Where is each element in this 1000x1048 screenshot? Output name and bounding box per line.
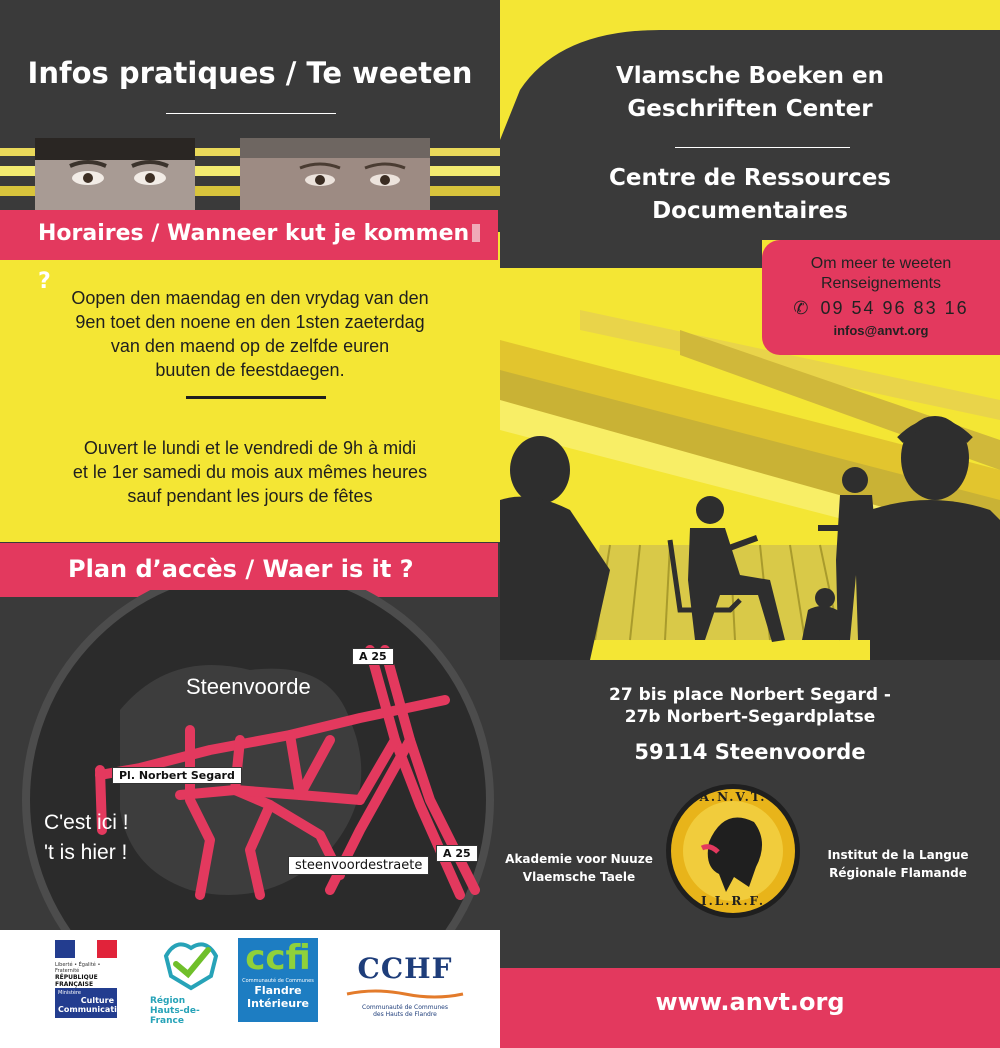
institut-label: Institut de la Langue Régionale Flamande — [827, 848, 969, 880]
website-link[interactable]: www.anvt.org — [655, 988, 845, 1016]
republique-francaise-logo: Liberté • Égalité • Fraternité RÉPUBLIQUE FRANÇAISE — [55, 940, 117, 980]
map-town-label: Steenvoorde — [186, 674, 311, 699]
hours-fr-line: Ouvert le lundi et le vendredi de 9h à midi — [83, 438, 417, 458]
address-line-fr: 27 bis place Norbert Segard - — [609, 685, 891, 705]
postcode-city: 59114 Steenvoorde — [634, 740, 866, 764]
partner-logos — [0, 930, 500, 1048]
center-title-divider — [675, 147, 850, 148]
phone-number[interactable]: 09 54 96 83 16 — [820, 298, 969, 318]
ministry-culture-logo: Ministère Culture Communication — [55, 988, 117, 1018]
phone-icon: ✆ — [793, 298, 811, 318]
hours-banner-question: ? — [38, 269, 51, 294]
here-fr: C'est ici ! — [44, 811, 129, 834]
map-banner: Plan d’accès / Waer is it ? — [0, 543, 498, 597]
practical-info-title: Infos pratiques / Te weeten — [27, 56, 473, 90]
place-label: Pl. Norbert Segard — [112, 767, 242, 784]
hours-fr-line: sauf pendant les jours de fêtes — [127, 486, 373, 506]
hours-french — [0, 436, 500, 508]
right-panel — [500, 0, 1000, 1048]
faces-photo — [0, 138, 500, 213]
region-hdf-logo: Région Hauts-de-France — [150, 936, 230, 1026]
road-a25-top: A 25 — [352, 648, 394, 665]
hours-vl-line: buuten de feestdaegen. — [155, 360, 345, 380]
access-map — [0, 590, 500, 930]
contact-box — [762, 240, 1000, 355]
address-line-vl: 27b Norbert-Segardplatse — [624, 707, 876, 727]
center-title-flemish — [500, 60, 1000, 126]
hours-flemish — [0, 286, 500, 382]
website-footer — [500, 968, 1000, 1048]
contact-heading-fr: Renseignements — [820, 275, 942, 292]
email-link[interactable]: infos@anvt.org — [833, 323, 929, 338]
akademie-label: Akademie voor Nuuze Vlaemsche Taele — [505, 852, 653, 884]
street-label: steenvoordestraete — [288, 856, 429, 875]
seal-bottom-text: I.L.R.F. — [700, 894, 766, 908]
cchf-logo: CCHF Communauté de Communes des Hauts de Flandre — [340, 952, 470, 1022]
you-are-here — [44, 808, 129, 868]
hours-divider — [186, 396, 326, 399]
ccfi-logo: ccfi Communauté de Communes Flandre Intérieure — [238, 938, 318, 1022]
anvt-seal-logo — [664, 782, 802, 920]
phone-row — [762, 294, 1000, 322]
hours-banner-text: Horaires / Wanneer kut je kommen — [38, 221, 470, 246]
hours-vl-line: Oopen den maendag en den vrydag van den — [71, 288, 429, 308]
hours-vl-line: van den maend op de zelfde euren — [110, 336, 390, 356]
center-title-french — [500, 162, 1000, 228]
hours-vl-line: 9en toet den noene en den 1sten zaeterdag — [75, 312, 425, 332]
here-vl: 't is hier ! — [44, 841, 128, 864]
road-a25-bottom: A 25 — [436, 845, 478, 862]
title-divider — [166, 113, 336, 114]
address-lines — [500, 684, 1000, 728]
seal-top-text: A.N.V.T. — [699, 790, 767, 804]
title-fr-line: Centre de Ressources — [609, 165, 891, 191]
contact-heading-vl: Om meer te weeten — [810, 255, 952, 272]
title-vl-line: Geschriften Center — [627, 96, 873, 122]
hours-banner — [0, 210, 498, 294]
title-vl-line: Vlamsche Boeken en — [615, 63, 885, 89]
hours-fr-line: et le 1er samedi du mois aux mêmes heures — [72, 462, 428, 482]
title-fr-line: Documentaires — [652, 198, 848, 224]
